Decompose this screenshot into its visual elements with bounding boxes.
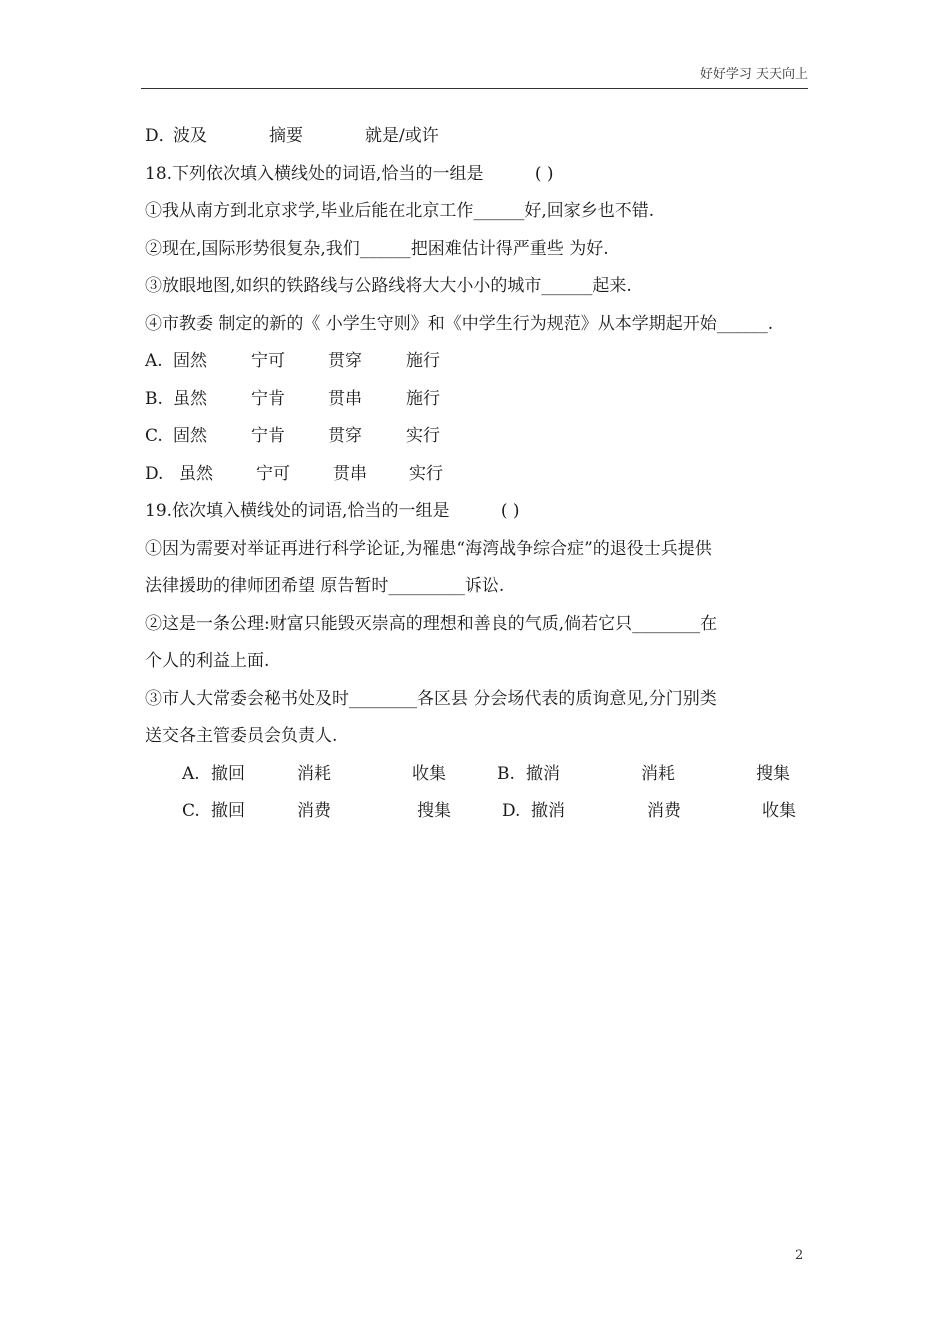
page-header [141, 66, 808, 89]
option-word: 波及 [173, 126, 207, 146]
option-label: A. [182, 763, 200, 784]
q18-sentence-2: ②现在,国际形势很复杂,我们______把困难估计得严重些 为好. [145, 238, 609, 259]
option-word: 施行 [406, 351, 440, 371]
option-word: 就是/或许 [365, 126, 439, 146]
option-word: 宁可 [256, 463, 290, 484]
q19-sentence-1a: ①因为需要对举证再进行科学论证,为罹患“海湾战争综合症”的退役士兵提供 [145, 538, 712, 559]
option-word: 消耗 [297, 763, 331, 784]
q18-option-b [145, 381, 810, 419]
option-word: 撤消 [526, 763, 560, 784]
option-word: 撤回 [211, 763, 245, 784]
option-word: 搜集 [756, 763, 790, 784]
q18-option-c [145, 418, 810, 456]
option-word: 虽然 [173, 388, 207, 409]
page-number: 2 [795, 1248, 804, 1263]
option-word: 贯串 [333, 463, 367, 484]
document-body [145, 118, 810, 831]
option-word: 贯穿 [328, 351, 362, 371]
q19-options-row-1 [145, 756, 810, 794]
option-label: C. [145, 426, 163, 446]
option-label: D. [145, 463, 164, 484]
option-word: 宁可 [251, 351, 285, 371]
option-word: 搜集 [417, 801, 451, 821]
q18-option-a [145, 343, 810, 381]
option-word: 撤回 [211, 801, 245, 821]
q19-sentence-3a: ③市人大常委会秘书处及时________各区县 分会场代表的质询意见,分门别类 [145, 688, 717, 709]
q17-option-d [145, 118, 810, 156]
option-word: 消费 [297, 801, 331, 821]
question-stem: 18.下列依次填入横线处的词语,恰当的一组是 [145, 163, 484, 184]
option-label: D． [145, 126, 176, 146]
option-word: 固然 [173, 351, 207, 371]
header-text: 好好学习 天天向上 [699, 67, 808, 82]
q18-sentence-4: ④市教委 制定的新的《 小学生守则》和《中学生行为规范》从本学期起开始______. [145, 313, 774, 334]
q18-option-d [145, 456, 810, 494]
option-word: 撤消 [531, 801, 565, 821]
option-word: 固然 [173, 426, 207, 446]
q18-sentence-1: ①我从南方到北京求学,毕业后能在北京工作______好,回家乡也不错. [145, 201, 655, 221]
q19-sentence-1b: 法律援助的律师团希望 原告暂时_________诉讼. [145, 576, 505, 596]
option-word: 收集 [762, 801, 796, 821]
option-word: 消耗 [641, 763, 675, 784]
option-word: 施行 [406, 388, 440, 409]
option-word: 摘要 [269, 126, 303, 146]
answer-paren: ( ) [534, 163, 554, 184]
q19-sentence-2a: ②这是一条公理:财富只能毁灭崇高的理想和善良的气质,倘若它只________在 [145, 613, 718, 634]
question-stem: 19.依次填入横线处的词语,恰当的一组是 [145, 501, 450, 521]
option-word: 实行 [409, 463, 443, 484]
option-word: 宁肯 [251, 388, 285, 409]
option-label: C. [182, 801, 200, 821]
option-word: 宁肯 [251, 426, 285, 446]
option-label: A. [145, 351, 163, 371]
option-word: 实行 [406, 426, 440, 446]
option-label: B. [497, 763, 515, 784]
option-word: 贯穿 [328, 426, 362, 446]
q19-stem [145, 493, 810, 531]
option-word: 贯串 [328, 388, 362, 409]
q18-stem [145, 156, 810, 194]
q18-sentence-3: ③放眼地图,如织的铁路线与公路线将大大小小的城市______起来. [145, 276, 632, 296]
answer-paren: ( ) [500, 501, 520, 521]
option-word: 消费 [647, 801, 681, 821]
option-label: B. [145, 388, 163, 409]
q19-sentence-2b: 个人的利益上面. [145, 651, 270, 671]
option-label: D. [502, 801, 521, 821]
q19-sentence-3b: 送交各主管委员会负责人. [145, 726, 338, 746]
q19-options-row-2 [145, 793, 810, 831]
option-word: 虽然 [179, 463, 213, 484]
option-word: 收集 [412, 763, 446, 784]
